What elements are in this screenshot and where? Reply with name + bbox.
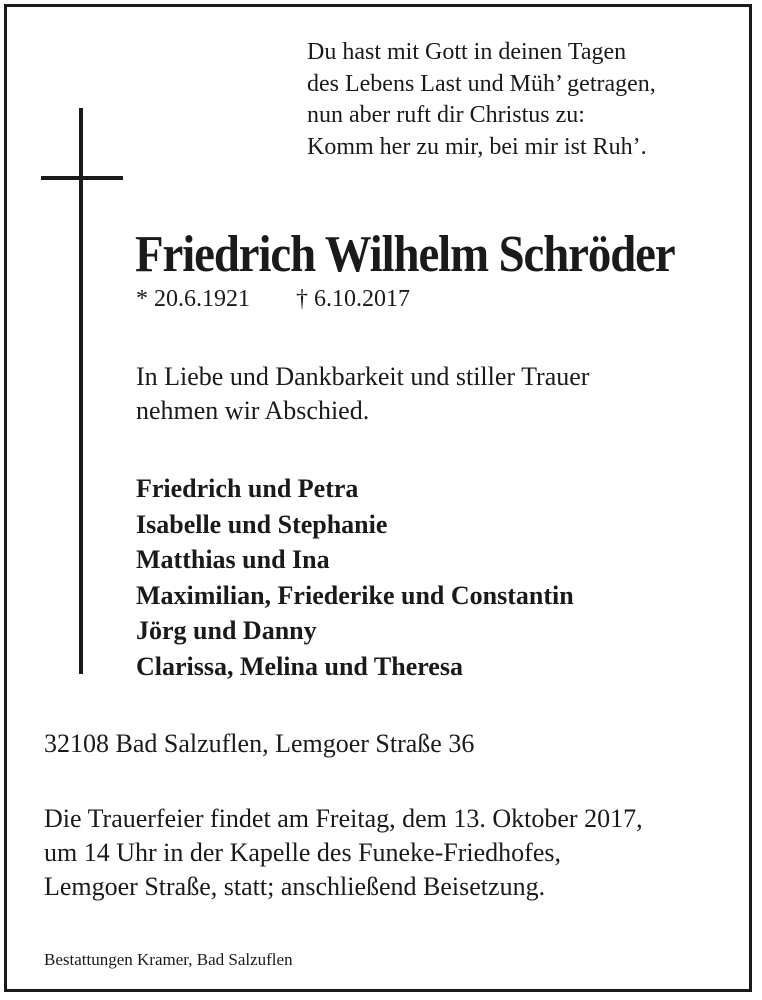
poem-line: Komm her zu mir, bei mir ist Ruh’. [307,133,647,160]
death-date: † 6.10.2017 [296,286,410,312]
mourners-list [136,471,574,684]
mourner-entry: Maximilian, Friederike und Constantin [136,580,574,610]
life-dates [136,284,410,314]
obituary-frame [4,4,752,992]
funeral-line: Die Trauerfeier findet am Freitag, dem 13. Oktober 2017, [44,804,643,833]
deceased-name: Friedrich Wilhelm Schröder [135,226,675,283]
cross-vertical-bar [79,108,83,674]
funeral-line: um 14 Uhr in der Kapelle des Funeke-Friedhofes, [44,838,561,867]
funeral-notice [44,802,643,904]
birth-date: * 20.6.1921 [136,286,250,312]
cross-horizontal-bar [41,176,123,180]
family-address: 32108 Bad Salzuflen, Lemgoer Straße 36 [44,729,475,758]
mourner-entry: Isabelle und Stephanie [136,509,388,539]
poem-line: Du hast mit Gott in deinen Tagen [307,39,627,65]
poem-line: des Lebens Last und Müh’ getragen, [307,70,656,97]
mourner-entry: Friedrich und Petra [136,474,359,503]
mourner-entry: Clarissa, Melina und Theresa [136,651,463,681]
mourner-entry: Matthias und Ina [136,545,330,574]
poem [307,37,747,163]
poem-line: nun aber ruft dir Christus zu: [307,102,585,128]
tribute-line: nehmen wir Abschied. [136,396,370,425]
tribute-text [136,360,589,428]
tribute-line: In Liebe und Dankbarkeit und stiller Trauer [136,362,590,391]
funeral-line: Lemgoer Straße, statt; anschließend Beisetzung. [44,872,546,901]
mourner-entry: Jörg und Danny [136,616,317,645]
undertaker-credit: Bestattungen Kramer, Bad Salzuflen [44,950,293,969]
